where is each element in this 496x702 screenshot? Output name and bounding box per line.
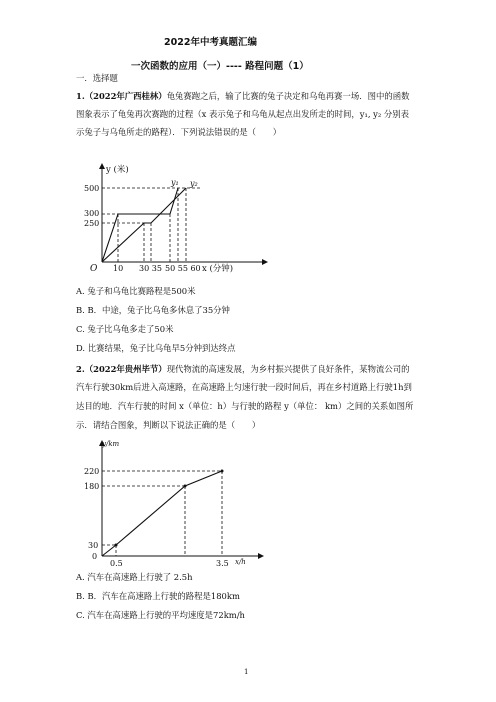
q2-ytick-180: 180 bbox=[84, 482, 100, 491]
q1-option-b: B. B．中途，兔子比乌龟多休息了35分钟 bbox=[76, 305, 230, 315]
q2-x-arrow bbox=[258, 553, 264, 559]
q2-xlabel: x/h bbox=[235, 558, 246, 566]
q2-text: 现代物流的高速发展，为乡村振兴提供了良好条件，某物流公司的 bbox=[166, 364, 410, 374]
q1-line3: 示兔子与乌龟所走的路程）．下列说法错误的是（ ） bbox=[76, 127, 282, 137]
q2-series bbox=[102, 471, 222, 556]
q1-xtick-50-55-60: 50 55 60 bbox=[165, 264, 201, 273]
q2-line2: 汽车行驶30km后进入高速路，在高速路上匀速行驶一段时间后，再在乡村道路上行驶1h到 bbox=[76, 382, 412, 392]
q2-number: 2. bbox=[76, 364, 85, 374]
page-title: 2022年中考真题汇编 bbox=[164, 37, 257, 48]
q1-option-a: A. 兔子和乌龟比赛路程是500米 bbox=[76, 286, 196, 296]
page-number: 1 bbox=[244, 668, 249, 676]
q2-origin: 0 bbox=[92, 552, 98, 561]
q2-ylabel: y/km bbox=[102, 440, 120, 448]
q2-option-a: A. 汽车在高速路上行驶了 2.5h bbox=[76, 572, 193, 582]
q1-xtick-10: 10 bbox=[113, 264, 124, 273]
q1-series-y2-label: y₂ bbox=[190, 179, 198, 188]
q1-x-arrow bbox=[262, 259, 268, 265]
q1-graph bbox=[82, 158, 272, 288]
q1-xlabel: x (分钟) bbox=[202, 264, 234, 274]
q2-source: （2022年贵州毕节） bbox=[84, 364, 167, 374]
q1-option-c: C. 兔子比乌龟多走了50米 bbox=[76, 324, 174, 334]
q1-y-arrow bbox=[99, 163, 105, 169]
q1-ylabel: y (米) bbox=[106, 165, 129, 175]
q2-line3: 达目的地．汽车行驶的时间 x（单位：h）与行驶的路程 y（单位： km）之间的关系如图所 bbox=[76, 401, 414, 411]
q1-option-d: D. 比赛结果，兔子比乌龟早5分钟到达终点 bbox=[76, 343, 236, 353]
q2-option-b: B. B．汽车在高速路上行驶的路程是180km bbox=[76, 591, 240, 601]
q2-xtick-05: 0.5 bbox=[110, 559, 123, 568]
q1-series-y1-label: y₁ bbox=[171, 178, 179, 187]
q2-ytick-30: 30 bbox=[88, 541, 99, 550]
q1-ytick-500: 500 bbox=[84, 184, 100, 193]
q2-line4: 示．请结合图象，判断以下说法正确的是（ ） bbox=[76, 420, 261, 430]
q1-text: 龟兔赛跑之后，输了比赛的兔子决定和乌龟再赛一场．图中的函数 bbox=[166, 91, 410, 101]
q2-point-3 bbox=[221, 470, 224, 473]
q1-xtick-30-35: 30 35 bbox=[139, 264, 162, 273]
q1-source: （2022年广西桂林） bbox=[84, 91, 167, 101]
section-heading: 一．选择题 bbox=[76, 73, 118, 83]
q2-ytick-220: 220 bbox=[84, 467, 100, 476]
q1-line1 bbox=[76, 91, 410, 102]
q2-line1 bbox=[76, 364, 410, 375]
q2-graph bbox=[82, 437, 272, 572]
q2-xtick-35: 3.5 bbox=[216, 559, 229, 568]
q1-ytick-250: 250 bbox=[84, 219, 100, 228]
q1-origin: O bbox=[90, 264, 98, 274]
q1-line2: 图象表示了龟兔再次赛跑的过程（x 表示兔子和乌龟从起点出发所走的时间，y₁, y₂ 分别表 bbox=[76, 109, 410, 119]
q2-point-2 bbox=[184, 485, 187, 488]
q2-option-c: C. 汽车在高速路上行驶的平均速度是72km/h bbox=[76, 610, 245, 620]
page-subtitle: 一次函数的应用（一）---- 路程问题（1） bbox=[131, 61, 309, 72]
q1-ytick-300: 300 bbox=[84, 209, 100, 218]
q1-number: 1. bbox=[76, 91, 85, 101]
q2-point-1 bbox=[115, 544, 118, 547]
